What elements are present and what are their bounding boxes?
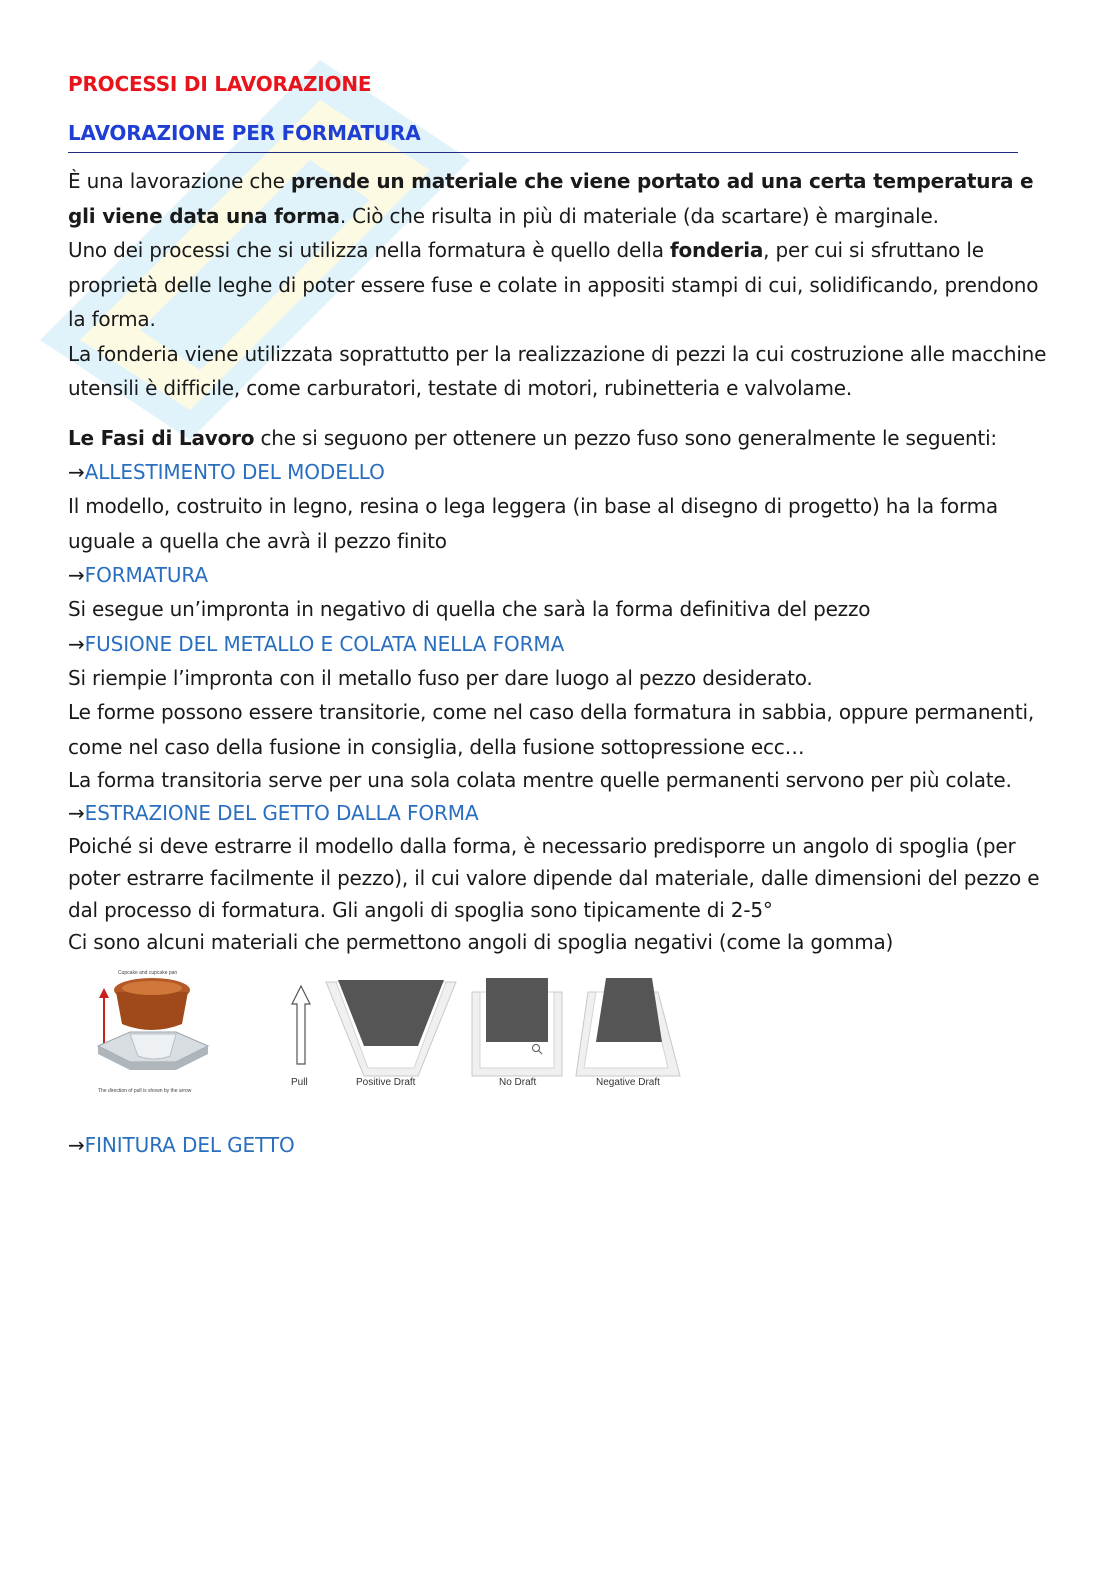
document-title: PROCESSI DI LAVORAZIONE: [68, 72, 372, 96]
arrow-right-icon: →: [68, 460, 85, 484]
phase-text-estrazione-1: Poiché si deve estrarre il modello dalla forma, è necessario predisporre un angolo di spoglia (per poter estrarre facilmente il pezzo), il cui valore dipende dal materiale, dalle dimensioni del pezzo e dal processo di formatura. Gli angoli di spoglia sono tipicamente di 2-5°: [68, 834, 1040, 922]
phase-heading-fusione: →FUSIONE DEL METALLO E COLATA NELLA FORMA: [68, 631, 565, 656]
no-draft-diagram: [472, 978, 562, 1088]
negative-draft-label: Negative Draft: [596, 1077, 660, 1088]
phase-text-allestimento: Il modello, costruito in legno, resina o lega leggera (in base al disegno di progetto) ha la forma uguale a quella che avrà il pezzo finito: [68, 494, 998, 553]
phase-text-fusione-1: Si riempie l’impronta con il metallo fuso per dare luogo al pezzo desiderato.: [68, 665, 813, 690]
section-title: LAVORAZIONE PER FORMATURA: [68, 121, 421, 145]
cupcake-caption-top: Cupcake and cupcake pan: [118, 970, 178, 976]
arrow-right-icon: →: [68, 631, 85, 656]
cupcake-caption-bottom: The direction of pull is shown by the arrow: [98, 1088, 192, 1094]
intro-paragraph-1: È una lavorazione che prende un materiale che viene portato ad una certa temperatura e gli viene data una forma. Ciò che risulta in più di materiale (da scartare) è marginale.: [68, 169, 1034, 228]
positive-draft-diagram: [326, 980, 456, 1088]
pull-label: Pull: [291, 1077, 308, 1088]
no-draft-label: No Draft: [499, 1077, 537, 1088]
phase-heading-allestimento: →ALLESTIMENTO DEL MODELLO: [68, 460, 385, 484]
phase-text-fusione-3: La forma transitoria serve per una sola colata mentre quelle permanenti servono per più colate.: [68, 768, 1012, 792]
negative-draft-diagram: [576, 978, 680, 1088]
arrow-right-icon: →: [68, 563, 85, 587]
phase-text-formatura: Si esegue un’impronta in negativo di quella che sarà la forma definitiva del pezzo: [68, 597, 871, 621]
positive-draft-label: Positive Draft: [356, 1077, 416, 1088]
arrow-up-icon: [292, 986, 310, 1064]
arrow-up-icon: [99, 988, 109, 998]
pull-arrow-diagram: [291, 986, 310, 1088]
cupcake-illustration: [98, 970, 208, 1094]
phase-text-fusione-2: Le forme possono essere transitorie, come nel caso della formatura in sabbia, oppure permanenti, come nel caso della fusione in consiglia, della fusione sottopressione ecc…: [68, 700, 1035, 759]
phase-heading-formatura: →FORMATURA: [68, 563, 208, 587]
intro-paragraph-2: Uno dei processi che si utilizza nella formatura è quello della fonderia, per cui si sfruttano le proprietà delle leghe di poter essere fuse e colate in appositi stampi di cui, solidificando, prendono la forma.: [68, 238, 1039, 331]
intro-paragraph-3: La fonderia viene utilizzata soprattutto per la realizzazione di pezzi la cui costruzione alle macchine utensili è difficile, come carburatori, testate di motori, rubinetteria e valvolame.: [68, 341, 1047, 400]
draft-angle-illustration: [68, 964, 688, 1104]
phase-heading-finitura: →FINITURA DEL GETTO: [68, 1133, 295, 1157]
phase-heading-estrazione: →ESTRAZIONE DEL GETTO DALLA FORMA: [68, 801, 479, 825]
document-content: [68, 70, 1048, 1162]
arrow-right-icon: →: [68, 801, 85, 825]
arrow-right-icon: →: [68, 1133, 85, 1157]
section-divider: [68, 152, 1018, 153]
phase-text-estrazione-2: Ci sono alcuni materiali che permettono angoli di spoglia negativi (come la gomma): [68, 930, 894, 954]
phases-intro: Le Fasi di Lavoro che si seguono per ottenere un pezzo fuso sono generalmente le seguenti:: [68, 425, 997, 450]
draft-angle-figure: [68, 964, 688, 1104]
